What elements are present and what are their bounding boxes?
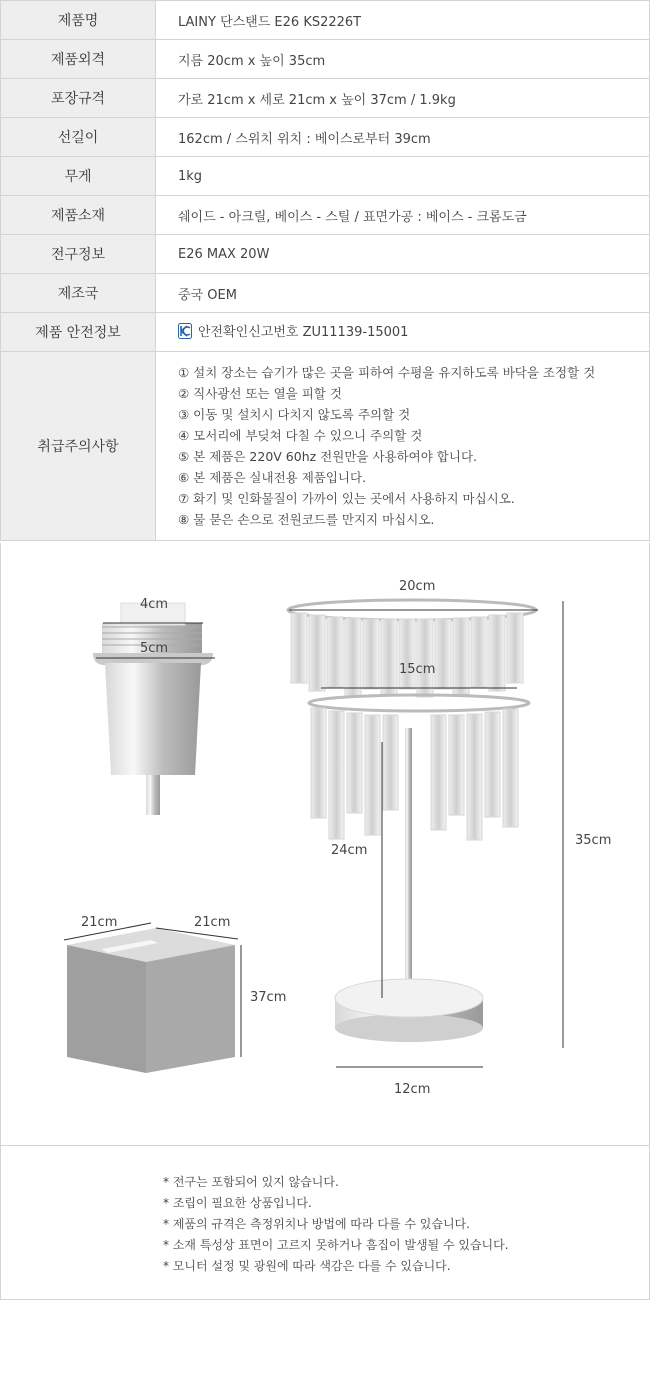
pole-dimension: 24cm [331, 843, 368, 858]
spec-label: 전구정보 [1, 235, 156, 274]
spec-value: E26 MAX 20W [156, 235, 650, 274]
caution-item: ③ 이동 및 설치시 다치지 않도록 주의할 것 [178, 407, 411, 422]
spec-row-material [1, 196, 650, 235]
shade-top-dimension: 20cm [399, 579, 436, 594]
spec-value: 중국 OEM [156, 274, 650, 313]
base-dimension: 12cm [394, 1082, 431, 1097]
safety-number: 안전확인신고번호 ZU11139-15001 [198, 325, 409, 341]
note-item: * 제품의 규격은 측정위치나 방법에 따라 다를 수 있습니다. [163, 1217, 470, 1231]
spec-row-package [1, 79, 650, 118]
caution-item: ④ 모서리에 부딪쳐 다칠 수 있으니 주의할 것 [178, 428, 423, 443]
caution-item: ⑧ 물 묻은 손으로 전원코드를 만지지 마십시오. [178, 512, 435, 527]
spec-label: 무게 [1, 157, 156, 196]
caution-item: ⑦ 화기 및 인화물질이 가까이 있는 곳에서 사용하지 마십시오. [178, 491, 515, 506]
spec-row-weight [1, 157, 650, 196]
spec-value: 1kg [156, 157, 650, 196]
caution-item: ① 설치 장소는 습기가 많은 곳을 피하여 수평을 유지하도록 바닥을 조정할 것 [178, 365, 596, 380]
spec-label: 제품명 [1, 1, 156, 40]
spec-value: 지름 20cm x 높이 35cm [156, 40, 650, 79]
note-item: * 소재 특성상 표면이 고르지 못하거나 흠집이 발생될 수 있습니다. [163, 1238, 509, 1252]
spec-label: 제품외격 [1, 40, 156, 79]
note-item: * 전구는 포함되어 있지 않습니다. [163, 1175, 339, 1189]
note-item: * 모니터 설정 및 광원에 따라 색감은 다를 수 있습니다. [163, 1259, 451, 1273]
spec-label: 제품소재 [1, 196, 156, 235]
spec-value [156, 352, 650, 541]
spec-row-cord [1, 118, 650, 157]
spec-label: 포장규격 [1, 79, 156, 118]
spec-row-bulb [1, 235, 650, 274]
notes-section [0, 1145, 650, 1300]
spec-label: 제품 안전정보 [1, 313, 156, 352]
note-item: * 조립이 필요한 상품입니다. [163, 1196, 312, 1210]
box-height-dimension: 37cm [250, 990, 287, 1005]
shade-inner-dimension: 15cm [399, 662, 436, 677]
spec-value: 쉐이드 - 아크릴, 베이스 - 스틸 / 표면가공 : 베이스 - 크롬도금 [156, 196, 650, 235]
spec-row-origin [1, 274, 650, 313]
box-illustration [64, 923, 241, 1073]
notes-list [163, 1172, 509, 1277]
spec-row-size [1, 40, 650, 79]
spec-label: 제조국 [1, 274, 156, 313]
total-height-dimension: 35cm [575, 833, 612, 848]
caution-item: ② 직사광선 또는 열을 피할 것 [178, 386, 342, 401]
socket-outer-dimension: 5cm [140, 641, 169, 656]
spec-table [0, 0, 650, 541]
kc-certification-icon [178, 323, 192, 339]
box-depth-dimension: 21cm [194, 915, 231, 930]
spec-value: LAINY 단스탠드 E26 KS2226T [156, 1, 650, 40]
kc-certification [178, 321, 408, 340]
socket-inner-dimension: 4cm [140, 597, 169, 612]
spec-label: 선길이 [1, 118, 156, 157]
spec-row-name [1, 1, 650, 40]
socket-illustration [93, 603, 215, 815]
box-width-dimension: 21cm [81, 915, 118, 930]
product-dimension-diagram [0, 543, 650, 1145]
spec-row-safety [1, 313, 650, 352]
caution-item: ⑤ 본 제품은 220V 60hz 전원만을 사용하여야 합니다. [178, 449, 477, 464]
spec-value: 가로 21cm x 세로 21cm x 높이 37cm / 1.9kg [156, 79, 650, 118]
spec-label: 취급주의사항 [1, 352, 156, 541]
dimension-illustration [1, 543, 649, 1145]
caution-item: ⑥ 본 제품은 실내전용 제품입니다. [178, 470, 367, 485]
spec-row-caution [1, 352, 650, 541]
spec-value: 162cm / 스위치 위치 : 베이스로부터 39cm [156, 118, 650, 157]
caution-list [178, 352, 649, 540]
spec-value [156, 313, 650, 352]
